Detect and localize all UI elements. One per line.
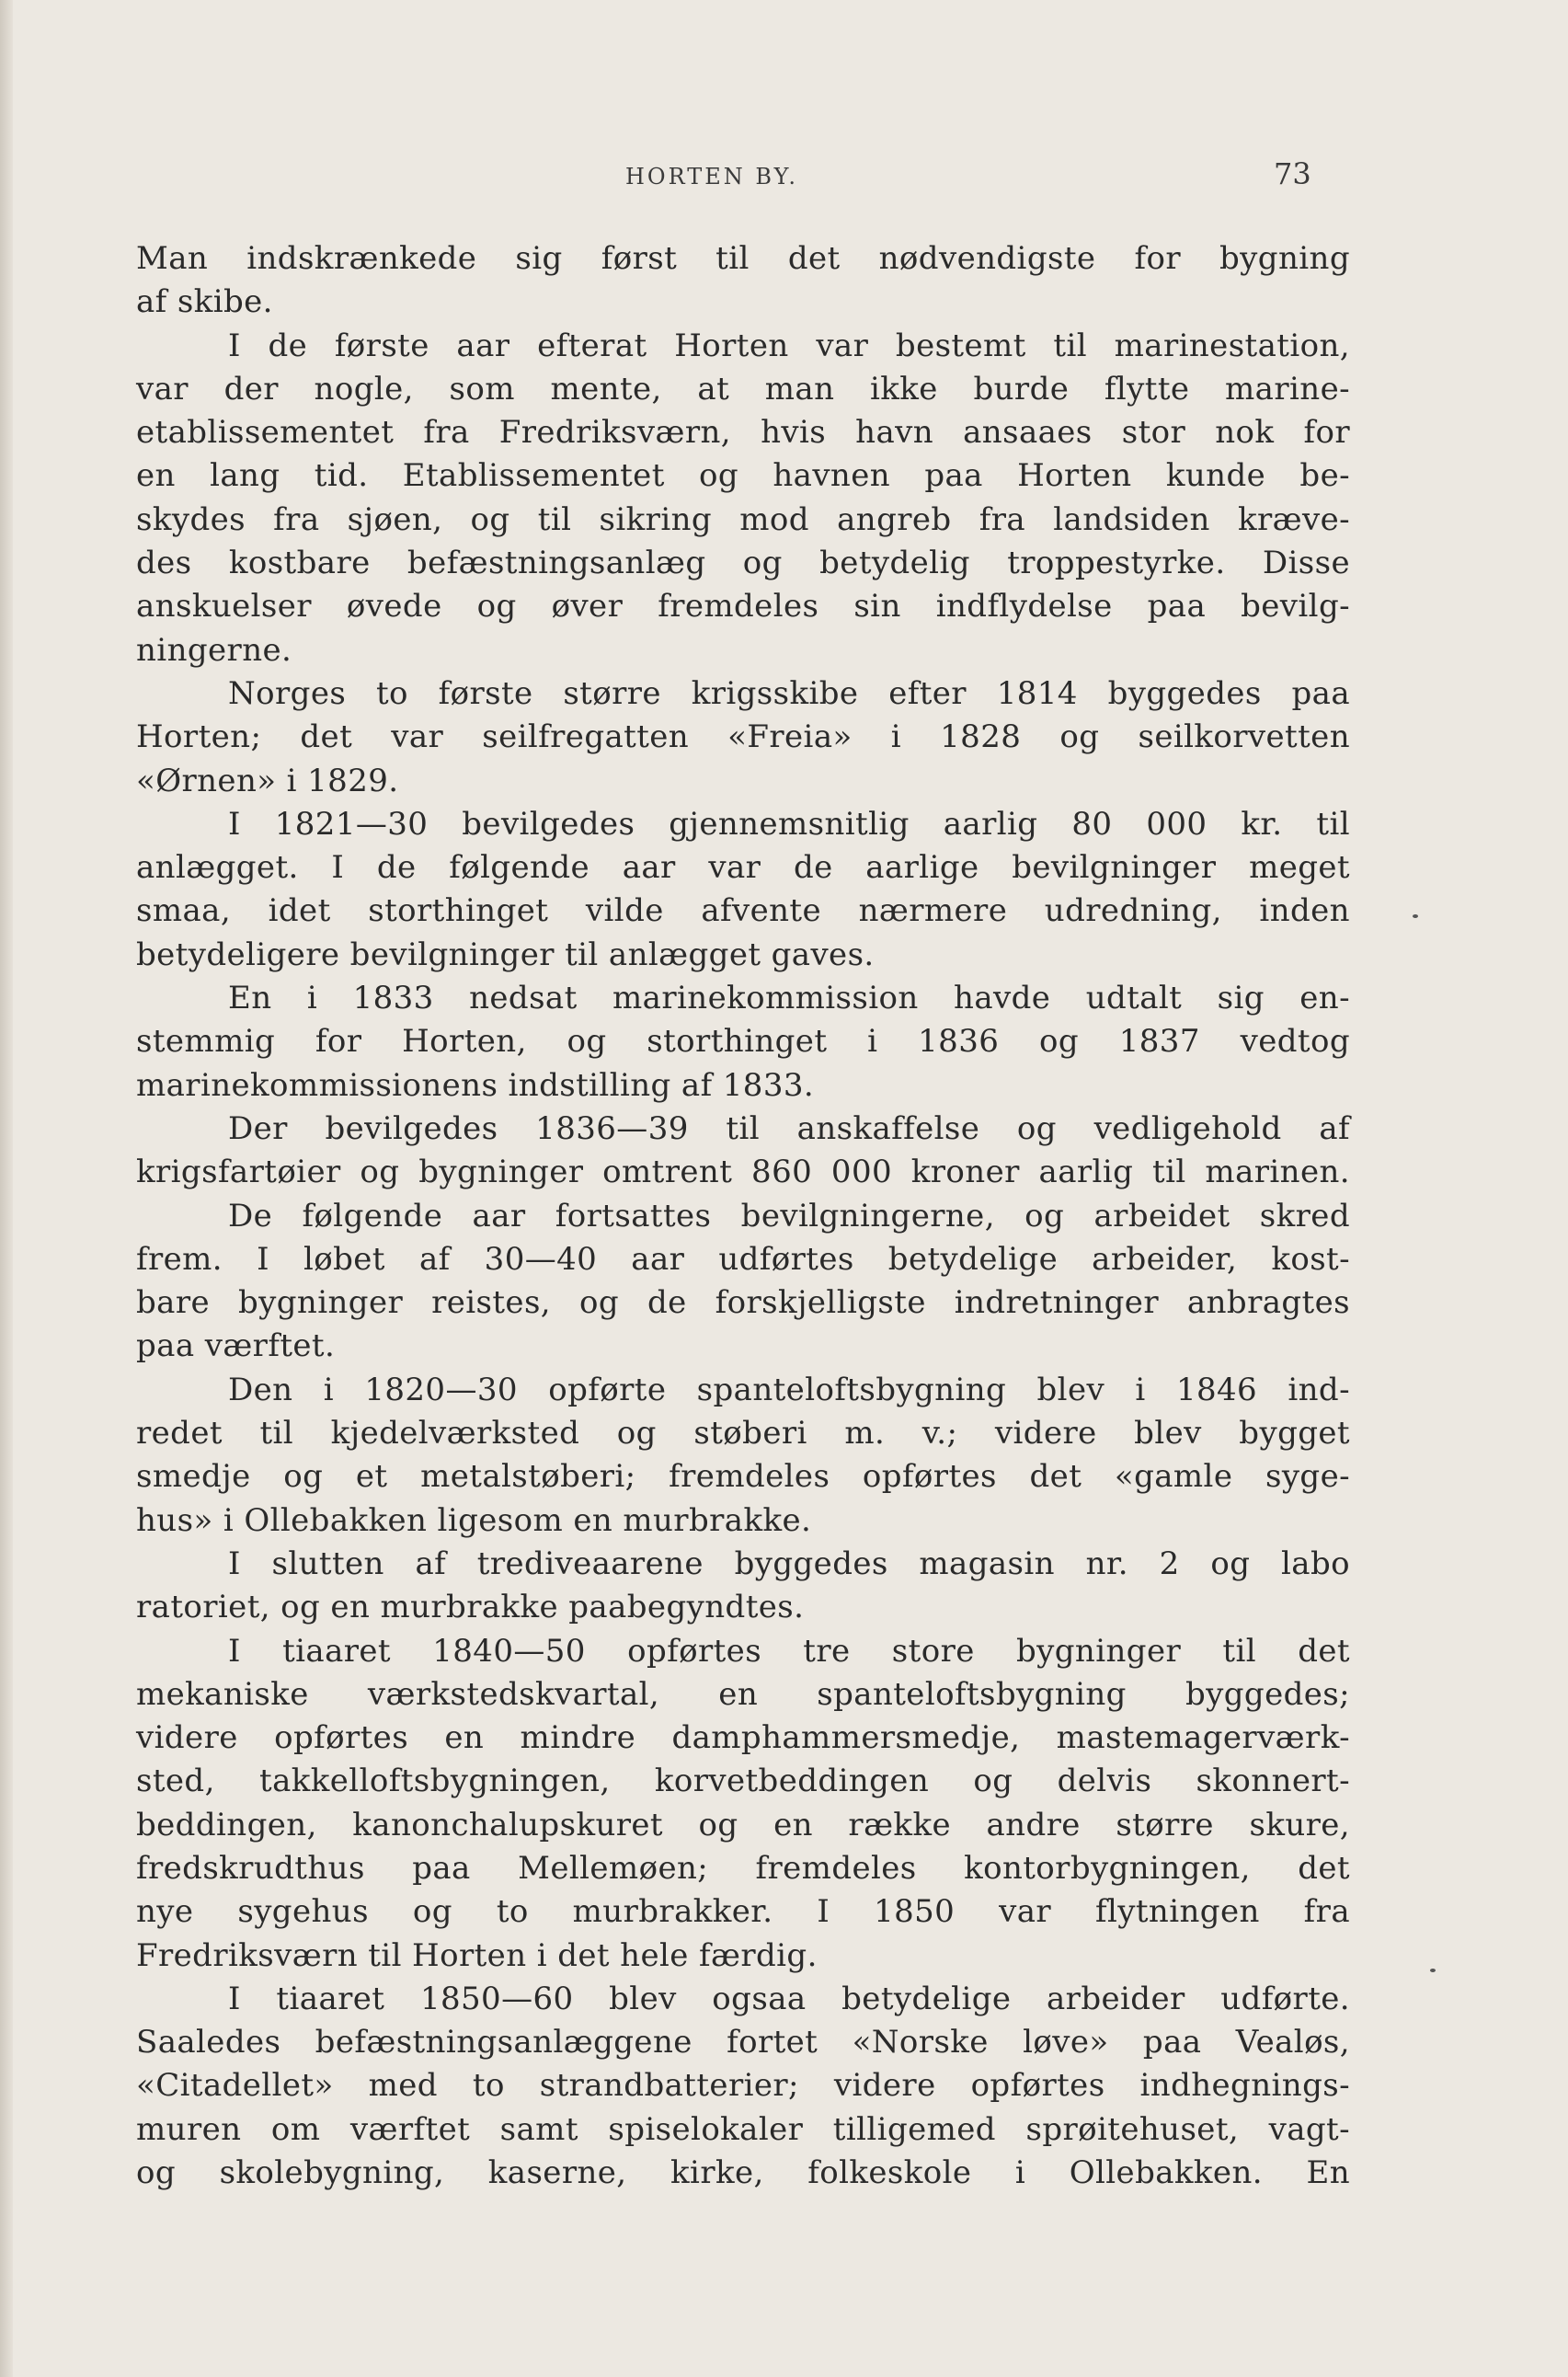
text-line: Der bevilgedes 1836—39 til anskaffelse og vedligehold af	[228, 1109, 1350, 1147]
text-line: og skolebygning, kaserne, kirke, folkeskole i Ollebakken. En	[136, 2154, 1350, 2192]
text-line: etablissementet fra Fredriksværn, hvis havn ansaaes stor nok for	[136, 414, 1350, 452]
text-line: mekaniske værkstedskvartal, en spanteloftsbygning byggedes;	[136, 1675, 1350, 1713]
text-line: af skibe.	[136, 283, 273, 321]
text-line: des kostbare befæstningsanlæg og betydelig troppestyrke. Disse	[136, 545, 1350, 582]
text-line: Horten; det var seilfregatten «Freia» i 1828 og seilkorvetten	[136, 718, 1350, 756]
text-line: frem. I løbet af 30—40 aar udførtes betydelige arbeider, kost-	[136, 1240, 1350, 1278]
text-line: smedje og et metalstøberi; fremdeles opførtes det «gamle syge-	[136, 1458, 1350, 1496]
text-line: fredskrudthus paa Mellemøen; fremdeles kontorbygningen, det	[136, 1849, 1350, 1887]
page-edge-shadow	[0, 0, 13, 2377]
text-line: Den i 1820—30 opførte spanteloftsbygning blev i 1846 ind-	[228, 1371, 1350, 1408]
scan-speck	[1430, 1969, 1436, 1972]
text-line: bare bygninger reistes, og de forskjelligste indretninger anbragtes	[136, 1284, 1350, 1322]
page-number: 73	[1274, 156, 1311, 191]
body-text	[136, 237, 1350, 2195]
running-head-title: HORTEN BY.	[625, 164, 799, 189]
text-line: stemmig for Horten, og storthinget i 1836 og 1837 vedtog	[136, 1023, 1350, 1061]
text-line: paa værftet.	[136, 1327, 336, 1365]
text-line: I slutten af trediveaarene byggedes magasin nr. 2 og labo	[228, 1544, 1350, 1582]
text-line: I tiaaret 1850—60 blev ogsaa betydelige arbeider udførte.	[228, 1980, 1350, 2017]
text-line: krigsfartøier og bygninger omtrent 860 000 kroner aarlig til marinen.	[136, 1154, 1350, 1191]
scan-speck	[1413, 914, 1418, 918]
text-line: muren om værftet samt spiselokaler tilligemed sprøitehuset, vagt-	[136, 2110, 1350, 2148]
text-line: en lang tid. Etablissementet og havnen paa Horten kunde be-	[136, 457, 1350, 495]
text-line: videre opførtes en mindre damphammersmedje, mastemagerværk-	[136, 1719, 1350, 1757]
text-line: Man indskrænkede sig først til det nødvendigste for bygning	[136, 240, 1350, 277]
text-line: I 1821—30 bevilgedes gjennemsnitlig aarlig 80 000 kr. til	[228, 805, 1350, 843]
text-line: Saaledes befæstningsanlæggene fortet «Norske løve» paa Vealøs,	[136, 2024, 1350, 2061]
text-line: anlægget. I de følgende aar var de aarlige bevilgninger meget	[136, 849, 1350, 887]
text-line: I de første aar efterat Horten var bestemt til marinestation,	[228, 327, 1350, 364]
text-line: De følgende aar fortsattes bevilgningerne, og arbeidet skred	[228, 1197, 1350, 1234]
text-line: hus» i Ollebakken ligesom en murbrakke.	[136, 1501, 812, 1539]
text-line: skydes fra sjøen, og til sikring mod angreb fra landsiden kræve-	[136, 500, 1350, 538]
text-line: beddingen, kanonchalupskuret og en række andre større skure,	[136, 1806, 1350, 1843]
text-line: var der nogle, som mente, at man ikke burde flytte marine-	[136, 370, 1350, 408]
text-line: smaa, idet storthinget vilde afvente nærmere udredning, inden	[136, 892, 1350, 930]
text-line: Norges to første større krigsskibe efter 1814 byggedes paa	[228, 674, 1350, 712]
text-line: anskuelser øvede og øver fremdeles sin indflydelse paa bevilg-	[136, 588, 1350, 626]
text-line: ningerne.	[136, 631, 292, 669]
text-line: nye sygehus og to murbrakker. I 1850 var flytningen fra	[136, 1893, 1350, 1931]
text-line: En i 1833 nedsat marinekommission havde udtalt sig en-	[228, 980, 1350, 1017]
text-line: Fredriksværn til Horten i det hele færdig.	[136, 1936, 818, 1974]
text-line: ratoriet, og en murbrakke paabegyndtes.	[136, 1589, 805, 1626]
text-line: marinekommissionens indstilling af 1833.	[136, 1066, 815, 1104]
running-head	[0, 156, 1568, 202]
text-line: «Ørnen» i 1829.	[136, 762, 399, 799]
text-line: redet til kjedelværksted og støberi m. v.; videre blev bygget	[136, 1415, 1350, 1453]
text-line: sted, takkelloftsbygningen, korvetbeddingen og delvis skonnert-	[136, 1763, 1350, 1800]
text-line: I tiaaret 1840—50 opførtes tre store bygninger til det	[228, 1632, 1350, 1670]
text-line: betydeligere bevilgninger til anlægget gaves.	[136, 936, 875, 973]
text-line: «Citadellet» med to strandbatterier; videre opførtes indhegnings-	[136, 2067, 1350, 2105]
